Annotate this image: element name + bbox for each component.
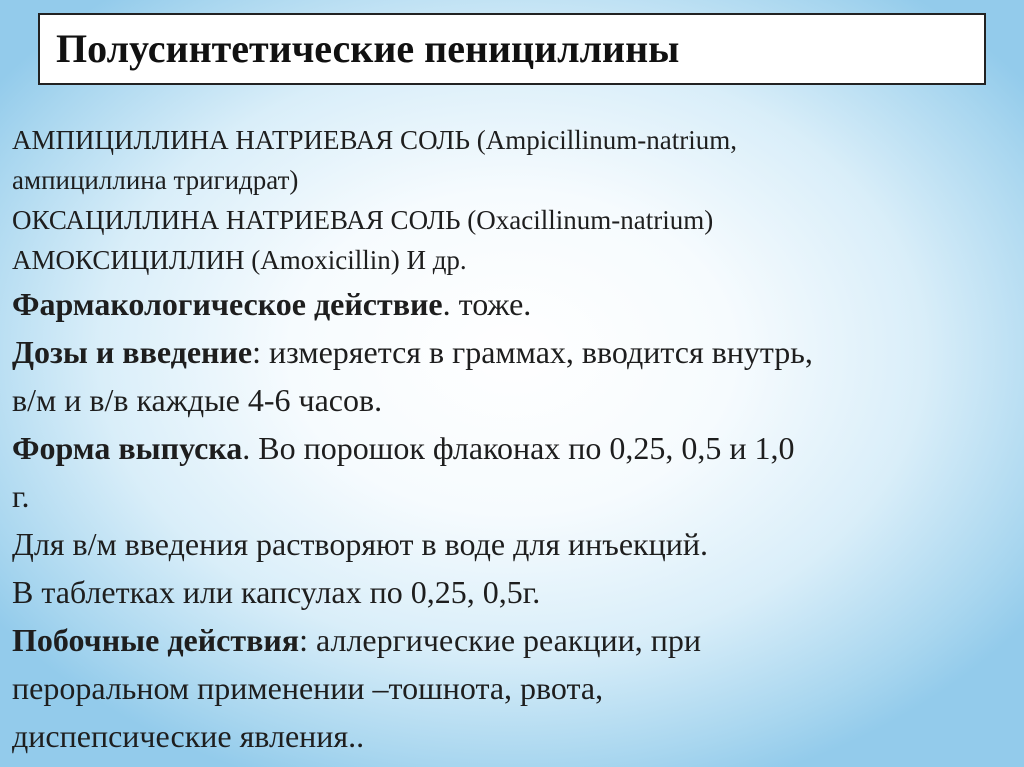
doses-label: Дозы и введение	[12, 334, 253, 370]
doses-line-2: в/м и в/в каждые 4-6 часов.	[12, 382, 383, 418]
pharmacology-text: . тоже.	[442, 286, 532, 322]
drug-name-amoxicillin: АМОКСИЦИЛЛИН	[12, 245, 245, 275]
doses-line-1	[12, 328, 1016, 376]
slide-title: Полусинтетические пенициллины	[56, 26, 680, 71]
drug-name-oxacillin: ОКСАЦИЛЛИНА НАТРИЕВАЯ СОЛЬ	[12, 205, 461, 235]
drug-name-ampicillin: АМПИЦИЛЛИНА НАТРИЕВАЯ СОЛЬ	[12, 125, 471, 155]
side-effects-text: : аллергические реакции, при	[299, 622, 701, 658]
form-text: . Во порошок флаконах по 0,25, 0,5 и 1,0	[242, 430, 795, 466]
doses-text: : измеряется в граммах, вводится внутрь,	[252, 334, 813, 370]
drug-line-amoxicillin	[12, 240, 1016, 280]
form-label: Форма выпуска	[12, 430, 243, 466]
drug-line-oxacillin	[12, 200, 1016, 240]
form-line-2: г.	[12, 478, 30, 514]
drug-latin-amoxicillin: (Amoxicillin) И др.	[244, 245, 467, 275]
form-line-1	[12, 424, 1016, 472]
side-effects-label: Побочные действия	[12, 622, 300, 658]
slide-content	[12, 120, 1016, 760]
pharmacology-line	[12, 280, 1016, 328]
side-effects-line-3: диспепсические явления..	[12, 718, 365, 754]
side-effects-line-1	[12, 616, 1016, 664]
drug-line-ampicillin	[12, 120, 1016, 160]
drug-line-ampicillin-trihydrate: ампициллина тригидрат)	[12, 165, 299, 195]
form-line-3: Для в/м введения растворяют в воде для инъекций.	[12, 526, 708, 562]
drug-latin-oxacillin: (Oxacillinum-natrium)	[460, 205, 714, 235]
form-line-4: В таблетках или капсулах по 0,25, 0,5г.	[12, 574, 541, 610]
title-box	[38, 13, 986, 85]
side-effects-line-2: пероральном применении –тошнота, рвота,	[12, 670, 604, 706]
drug-latin-ampicillin: (Ampicillinum-natrium,	[470, 125, 738, 155]
pharmacology-label: Фармакологическое действие	[12, 286, 443, 322]
